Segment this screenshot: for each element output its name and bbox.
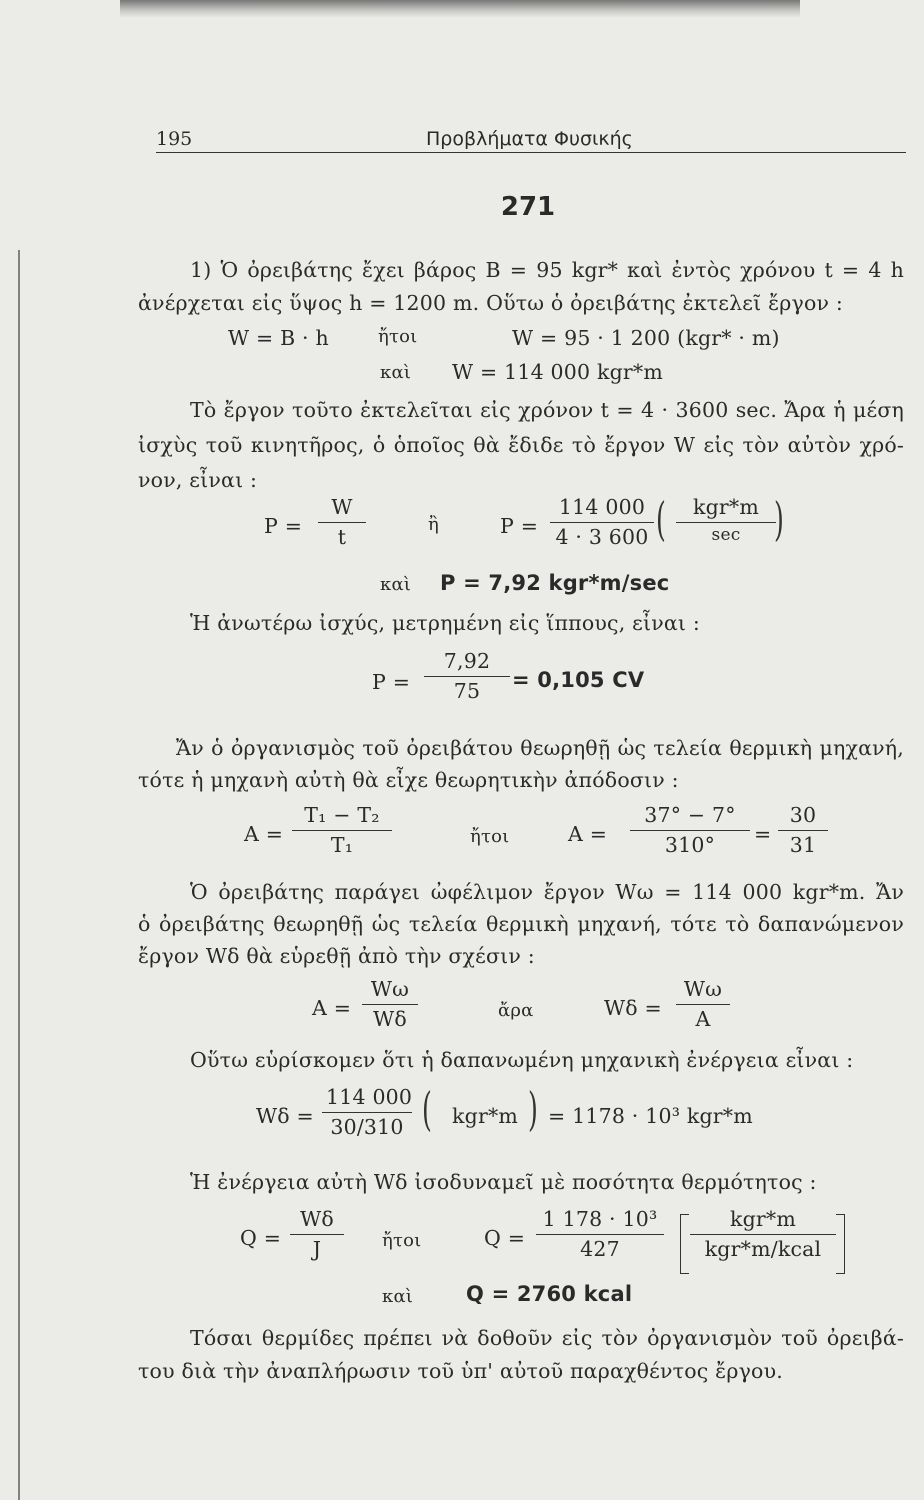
paragraph-6-line-1: Οὕτω εὑρίσκομεν ὅτι ἡ δαπανωμένη μηχανικὴ ἐνέργεια εἶναι : bbox=[190, 1048, 854, 1072]
eq5-denominator: 75 bbox=[453, 678, 481, 703]
eq7-numerator-2: Wω bbox=[676, 978, 730, 1005]
eq2-conj: καὶ bbox=[380, 362, 412, 383]
eq8-denominator: 30/310 bbox=[330, 1114, 404, 1139]
right-parenthesis: ) bbox=[528, 1082, 538, 1136]
paragraph-2-line-2: ἰσχὺς τοῦ κινητῆρος, ὁ ὁποῖος θὰ ἔδιδε τὸ ἔργον W εἰς τὸν αὐτὸν χρό- bbox=[138, 433, 904, 457]
left-parenthesis: ( bbox=[422, 1082, 432, 1136]
eq9-lhs: Q = bbox=[240, 1226, 282, 1250]
eq9-denominator-2: 427 bbox=[580, 1236, 620, 1261]
eq3-fraction-2 bbox=[550, 496, 654, 548]
eq8-fraction bbox=[322, 1086, 412, 1138]
eq6-fraction-3 bbox=[778, 804, 828, 856]
paragraph-8-line-2: του διὰ τὴν ἀναπλήρωσιν τοῦ ὑπ' αὐτοῦ παραχθέντος ἔργου. bbox=[138, 1359, 783, 1383]
eq7-numerator: Wω bbox=[362, 978, 418, 1005]
eq9-lhs2: Q = bbox=[484, 1226, 526, 1250]
eq6-denominator-2: 310° bbox=[664, 832, 716, 857]
eq4-conj: καὶ bbox=[380, 574, 412, 595]
eq6-numerator-2: 37° − 7° bbox=[630, 804, 750, 831]
eq4-expr: P = 7,92 kgr*m/sec bbox=[440, 571, 670, 595]
eq3-lhs: P = bbox=[264, 514, 303, 538]
page-number: 195 bbox=[156, 128, 193, 150]
eq3-numerator-2: 114 000 bbox=[550, 496, 654, 523]
eq6-denominator: T₁ bbox=[330, 832, 354, 857]
eq9-denominator: J bbox=[312, 1236, 322, 1261]
eq3-unit-numerator: kgr*m bbox=[676, 496, 776, 523]
eq8-lhs: Wδ = bbox=[256, 1104, 314, 1128]
eq7-fraction bbox=[362, 978, 418, 1030]
eq9-fraction-2 bbox=[536, 1208, 664, 1260]
eq5-fraction bbox=[424, 650, 510, 702]
eq1-right: W = 95 · 1 200 (kgr* · m) bbox=[512, 326, 780, 350]
paragraph-2-line-1: Τὸ ἔργον τοῦτο ἐκτελεῖται εἰς χρόνον t = 4 · 3600 sec. Ἄρα ἡ μέση bbox=[190, 398, 904, 422]
right-bracket bbox=[836, 1214, 845, 1274]
eq3-lhs2: P = bbox=[500, 514, 539, 538]
eq7-fraction-2 bbox=[676, 978, 730, 1030]
left-parenthesis: ( bbox=[656, 492, 666, 546]
eq9-conj: ἤτοι bbox=[382, 1230, 422, 1251]
eq6-lhs2: A = bbox=[568, 822, 608, 846]
eq6-lhs: A = bbox=[244, 822, 284, 846]
eq1-conj: ἤτοι bbox=[378, 326, 418, 347]
running-title: Προβλήματα Φυσικής bbox=[426, 128, 633, 150]
page-edge bbox=[18, 250, 20, 1500]
eq7-denominator-2: A bbox=[695, 1006, 711, 1031]
eq7-conj: ἄρα bbox=[498, 1000, 534, 1021]
problem-number: 271 bbox=[500, 192, 556, 222]
eq10-expr: Q = 2760 kcal bbox=[466, 1282, 633, 1306]
eq9-numerator-2: 1 178 · 10³ bbox=[536, 1208, 664, 1235]
paragraph-5-line-1: Ὁ ὀρειβάτης παράγει ὠφέλιμον ἔργον Wω = 114 000 kgr*m. Ἄν bbox=[190, 880, 904, 904]
eq6-numerator-3: 30 bbox=[778, 804, 828, 831]
eq3-conj: ἢ bbox=[428, 514, 439, 535]
eq3-denominator-2: 4 · 3 600 bbox=[555, 524, 649, 549]
eq8-unit: kgr*m bbox=[452, 1104, 519, 1128]
eq3-numerator: W bbox=[318, 496, 366, 523]
eq10-conj: καὶ bbox=[382, 1286, 414, 1307]
eq3-fraction bbox=[318, 496, 366, 548]
eq6-conj: ἤτοι bbox=[470, 826, 510, 847]
eq9-unit-denominator: kgr*m/kcal bbox=[704, 1236, 822, 1261]
eq8-rhs: = 1178 · 10³ kgr*m bbox=[548, 1104, 753, 1128]
running-header bbox=[156, 126, 906, 154]
eq7-lhs2: Wδ = bbox=[604, 996, 662, 1020]
right-parenthesis: ) bbox=[774, 492, 784, 546]
eq7-denominator: Wδ bbox=[373, 1006, 407, 1031]
eq6-numerator: T₁ − T₂ bbox=[292, 804, 392, 831]
eq5-lhs: P = bbox=[372, 670, 411, 694]
eq2-expr: W = 114 000 kgr*m bbox=[452, 360, 664, 384]
eq3-unit-denominator: sec bbox=[711, 524, 741, 545]
eq6-denominator-3: 31 bbox=[789, 832, 817, 857]
paragraph-4-line-2: τότε ἡ μηχανὴ αὐτὴ θὰ εἶχε θεωρητικὴν ἀπόδοσιν : bbox=[138, 768, 679, 792]
paragraph-5-line-2: ὁ ὀρειβάτης θεωρηθῇ ὡς τελεία θερμικὴ μηχανή, τότε τὸ δαπανώμενον bbox=[138, 912, 904, 936]
paragraph-8-line-1: Τόσαι θερμίδες πρέπει νὰ δοθοῦν εἰς τὸν ὀργανισμὸν τοῦ ὀρειβά- bbox=[190, 1326, 904, 1350]
paragraph-5-line-3: ἔργον Wδ θὰ εὑρεθῇ ἀπὸ τὴν σχέσιν : bbox=[138, 944, 535, 968]
eq5-rhs: = 0,105 CV bbox=[512, 668, 645, 692]
header-rule bbox=[156, 152, 906, 153]
eq3-denominator: t bbox=[337, 524, 347, 549]
paragraph-3-line-1: Ἡ ἀνωτέρω ἰσχύς, μετρημένη εἰς ἵππους, εἶναι : bbox=[190, 611, 700, 635]
eq9-fraction bbox=[290, 1208, 344, 1260]
eq8-numerator: 114 000 bbox=[322, 1086, 412, 1113]
paragraph-2-line-3: νον, εἶναι : bbox=[138, 468, 258, 492]
eq9-unit-fraction bbox=[690, 1208, 836, 1260]
eq7-lhs: A = bbox=[312, 996, 352, 1020]
eq6-equals: = bbox=[754, 822, 772, 846]
eq6-fraction bbox=[292, 804, 392, 856]
eq5-numerator: 7,92 bbox=[424, 650, 510, 677]
paragraph-1-line-1: 1) Ὁ ὀρειβάτης ἔχει βάρος B = 95 kgr* καὶ ἐντὸς χρόνου t = 4 h bbox=[190, 258, 904, 282]
paragraph-7-line-1: Ἡ ἐνέργεια αὐτὴ Wδ ἰσοδυναμεῖ μὲ ποσότητα θερμότητος : bbox=[190, 1170, 817, 1194]
scan-shadow bbox=[120, 0, 800, 18]
paragraph-4-line-1: Ἄν ὁ ὀργανισμὸς τοῦ ὀρειβάτου θεωρηθῇ ὡς τελεία θερμικὴ μηχανή, bbox=[176, 736, 904, 760]
eq1-left: W = B · h bbox=[228, 326, 329, 350]
eq9-unit-numerator: kgr*m bbox=[690, 1208, 836, 1235]
eq6-fraction-2 bbox=[630, 804, 750, 856]
eq9-numerator: Wδ bbox=[290, 1208, 344, 1235]
eq3-unit-fraction bbox=[676, 496, 776, 544]
left-bracket bbox=[680, 1214, 689, 1274]
paragraph-1-line-2: ἀνέρχεται εἰς ὕψος h = 1200 m. Οὕτω ὁ ὀρειβάτης ἐκτελεῖ ἔργον : bbox=[138, 291, 844, 315]
